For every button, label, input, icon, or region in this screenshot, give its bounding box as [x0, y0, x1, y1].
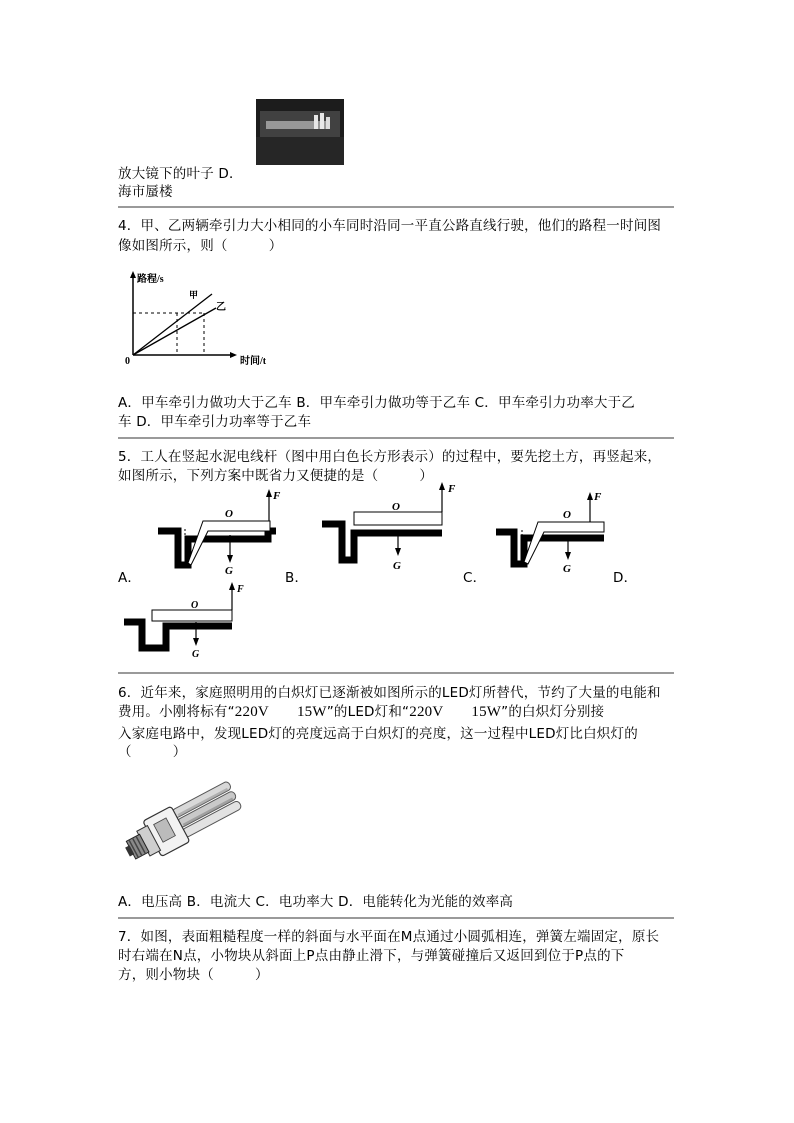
q3-tail-line1: 放大镜下的叶子 D．: [118, 166, 243, 182]
q4-options-line2: 车 D．甲车牵引力功率等于乙车: [118, 414, 312, 430]
svg-text:G: G: [225, 565, 233, 575]
q7-line1: 7．如图，表面粗糙程度一样的斜面与水平面在M点通过小圆弧相连，弹簧左端固定，原长: [118, 929, 660, 945]
svg-text:G: G: [563, 563, 571, 574]
q4-distance-time-graph: [120, 268, 280, 368]
led-bulb-image: [118, 776, 250, 868]
divider-4: [118, 917, 674, 919]
q4-line1: 4．甲、乙两辆牵引力大小相同的小车同时沿同一平直公路直线行驶，他们的路程一时间图: [118, 218, 662, 234]
svg-text:F: F: [273, 490, 281, 502]
svg-text:O: O: [392, 501, 400, 513]
q4-line2: 像如图所示，则（ ）: [118, 238, 283, 254]
q6-options: A．电压高 B．电流大 C．电功率大 D．电能转化为光能的效率高: [118, 894, 514, 910]
x-axis-label: 时间/t: [240, 356, 267, 367]
mirage-photo-svg: [256, 99, 344, 165]
label-jia: 甲: [189, 290, 199, 300]
line-jia: [133, 294, 212, 355]
q5-figure-a: [150, 485, 290, 575]
divider-2: [118, 437, 674, 439]
q6-line2: 费用。小刚将标有“220V 15W”的LED灯和“220V 15W”的白炽灯分别接: [118, 704, 605, 720]
q6-line1: 6．近年来，家庭照明用的白炽灯已逐渐被如图所示的LED灯所替代，节约了大量的电能和: [118, 685, 661, 701]
svg-text:G: G: [393, 560, 401, 572]
q4-options-line1: A．甲车牵引力做功大于乙车 B．甲车牵引力做功等于乙车 C．甲车牵引力功率大于乙: [118, 395, 636, 411]
q3-tail-line2: 海市蜃楼: [118, 184, 173, 200]
q5-line2: 如图所示，下列方案中既省力又便捷的是（ ）: [118, 468, 434, 484]
y-axis-arrow: [130, 271, 136, 278]
q5-label-a: A．: [118, 570, 142, 586]
q5-label-c: C．: [463, 570, 487, 586]
x-axis-arrow: [230, 352, 237, 358]
svg-text:F: F: [594, 491, 602, 503]
divider-3: [118, 672, 674, 674]
q7-line2: 时右端在N点，小物块从斜面上P点由静止滑下，与弹簧碰撞后又返回到位于P点的下: [118, 948, 625, 964]
svg-text:G: G: [192, 649, 200, 660]
q5-figure-c: [492, 484, 612, 574]
svg-text:O: O: [191, 600, 199, 611]
q5-label-d: D．: [613, 570, 638, 586]
svg-text:F: F: [237, 584, 244, 595]
origin-label: 0: [125, 356, 130, 367]
mirage-photo: [256, 99, 344, 165]
y-axis-label: 路程/s: [137, 274, 164, 285]
svg-text:O: O: [563, 509, 571, 521]
q5-figure-d: [118, 578, 258, 662]
divider-1: [118, 206, 674, 208]
label-yi: 乙: [216, 302, 226, 313]
q5-label-b: B．: [285, 570, 309, 586]
q6-line4: （ ）: [118, 744, 187, 760]
q7-line3: 方，则小物块（ ）: [118, 967, 269, 983]
q6-line3: 入家庭电路中，发现LED灯的亮度远高于白炽灯的亮度，这一过程中LED灯比白炽灯的: [118, 726, 638, 742]
svg-text:O: O: [225, 508, 233, 520]
q5-figure-b: [318, 480, 468, 575]
q5-line1: 5．工人在竖起水泥电线杆（图中用白色长方形表示）的过程中，要先挖土方，再竖起来，: [118, 449, 662, 465]
svg-text:F: F: [448, 483, 456, 495]
